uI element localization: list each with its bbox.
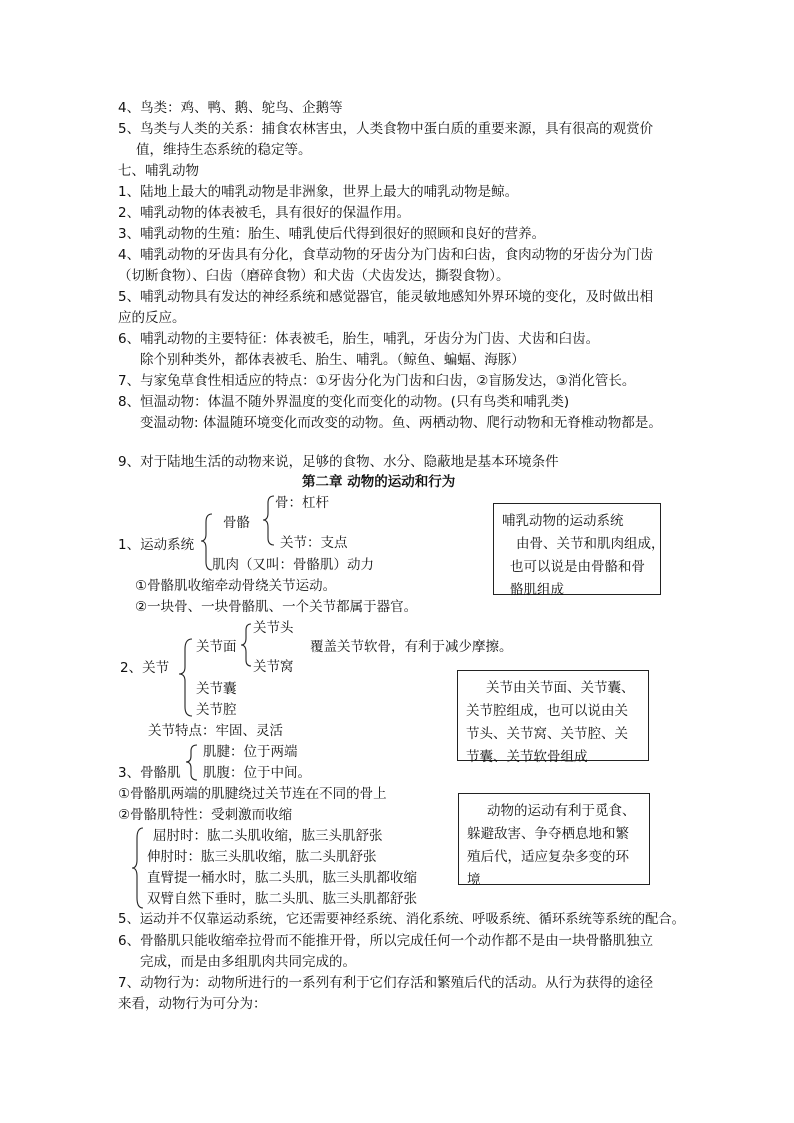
joint-surface: 关节面 [196, 639, 237, 655]
mammal-point-3: 3、哺乳动物的生殖：胎生、哺乳使后代得到很好的照顾和良好的营养。 [118, 226, 546, 242]
joint-cavity: 关节腔 [196, 702, 237, 718]
chapter-point-6-line1: 6、骨骼肌只能收缩牵拉骨而不能推开骨，所以完成任何一个动作都不是由一块骨骼肌独立 [118, 933, 654, 949]
box-line: 关节由关节面、关节囊、 [486, 680, 635, 696]
joint-fulcrum: 关节：支点 [280, 535, 348, 551]
muscle-brace [185, 743, 201, 783]
arms-hanging: 双臂自然下垂时，肱二头肌、肱三头肌都舒张 [147, 891, 417, 907]
motion-note-1: ①骨骼肌收缩牵动骨绕关节运动。 [135, 578, 337, 594]
bone-lever: 骨：杠杆 [275, 495, 329, 511]
muscle-label: 3、骨骼肌 [118, 765, 181, 781]
muscle-belly: 肌腹：位于中间。 [203, 765, 311, 781]
chapter-point-7-line1: 7、动物行为：动物所进行的一系列有利于它们存活和繁殖后代的活动。从行为获得的途径 [118, 975, 654, 991]
lift-bucket: 直臂提一桶水时，肱二头肌，肱三头肌都收缩 [147, 870, 417, 886]
joint-capsule: 关节囊 [196, 681, 237, 697]
muscle-note-1: ①骨骼肌两端的肌腱绕过关节连在不同的骨上 [118, 786, 387, 802]
box-line: 躲避敌害、争夺栖息地和繁 [467, 826, 629, 842]
box-line: 也可以说是由骨骼和骨 [510, 559, 645, 575]
joint-label: 2、关节 [120, 660, 170, 676]
mammal-point-6-line2: 除个别种类外，都体表被毛、胎生、哺乳。（鲸鱼、蝙蝠、海豚） [140, 352, 525, 368]
bird-human-relation-line2: 值，维持生态系统的稳定等。 [136, 142, 312, 158]
mammal-point-5-line1: 5、哺乳动物具有发达的神经系统和感觉器官，能灵敏地感知外界环境的变化，及时做出相 [118, 289, 654, 305]
box-line: 哺乳动物的运动系统 [502, 513, 624, 529]
arm-actions-brace [131, 826, 147, 910]
chapter-point-5: 5、运动并不仅靠运动系统，它还需要神经系统、消化系统、呼吸系统、循环系统等系统的配合。 [118, 912, 685, 927]
box-line: 关节腔组成，也可以说由关 [466, 703, 628, 719]
chapter-point-7-line2: 来看，动物行为可分为： [118, 996, 267, 1012]
bird-human-relation-line1: 5、鸟类与人类的关系：捕食农林害虫，人类食物中蛋白质的重要来源，具有很高的观赏价 [118, 121, 654, 137]
chapter-point-6-line2: 完成，而是由多组肌肉共同完成的。 [140, 954, 356, 970]
joint-feature: 关节特点：牢固、灵活 [148, 723, 283, 739]
chapter-title: 第二章 动物的运动和行为 [302, 474, 456, 490]
joint-brace [178, 637, 196, 719]
mammal-point-4-line2: （切断食物）、臼齿（磨碎食物）和犬齿（犬齿发达，撕裂食物）。 [118, 268, 510, 284]
mammal-point-8-line2: 变温动物: 体温随环境变化而改变的动物。鱼、两栖动物、爬行动物和无脊椎动物都是。 [140, 415, 662, 431]
box-line: 殖后代，适应复杂多变的环 [467, 849, 629, 865]
mammal-point-9: 9、对于陆地生活的动物来说，足够的食物、水分、隐蔽地是基本环境条件 [118, 454, 559, 470]
mammal-point-7: 7、与家兔草食性相适应的特点：①牙齿分化为门齿和臼齿，②盲肠发达，③消化管长。 [118, 373, 636, 389]
mammal-point-8-line1: 8、恒温动物：体温不随外界温度的变化而变化的动物。(只有鸟类和哺乳类) [118, 394, 570, 410]
box-line: 动物的运动有利于觅食、 [487, 803, 636, 819]
joint-socket: 关节窝 [253, 659, 294, 675]
muscle-note-2: ②骨骼肌特性：受刺激而收缩 [118, 807, 293, 823]
box-line: 由骨、关节和肌肉组成， [516, 536, 665, 552]
behavior-note-box [458, 793, 650, 888]
box-line: 境 [467, 872, 481, 888]
motion-note-2: ②一块骨、一块骨骼肌、一个关节都属于器官。 [135, 599, 418, 615]
mammal-point-1: 1、陆地上最大的哺乳动物是非洲象，世界上最大的哺乳动物是鲸。 [118, 184, 519, 200]
box-line: 节头、关节窝、关节腔、关 [466, 726, 628, 742]
box-line: 节囊、关节软骨组成 [466, 749, 588, 765]
muscle-tendon: 肌腱：位于两端 [203, 744, 298, 760]
mammal-point-2: 2、哺乳动物的体表被毛，具有很好的保温作用。 [118, 205, 411, 221]
mammal-point-4-line1: 4、哺乳动物的牙齿具有分化，食草动物的牙齿分为门齿和臼齿，食肉动物的牙齿分为门齿 [118, 247, 654, 263]
skeleton-label: 骨骼 [223, 515, 250, 531]
joint-note-box [457, 670, 649, 765]
joint-head: 关节头 [253, 620, 294, 636]
joint-surface-brace [240, 622, 254, 668]
bird-examples: 4、鸟类：鸡、鸭、鹅、鸵鸟、企鹅等 [118, 100, 343, 116]
flex-elbow: 屈肘时：肱二头肌收缩，肱三头肌舒张 [153, 828, 383, 844]
joint-cartilage-note: 覆盖关节软骨，有利于减少摩擦。 [310, 639, 513, 655]
mammal-point-5-line2: 应的反应。 [118, 310, 186, 326]
box-line: 骼肌组成 [510, 582, 564, 598]
muscle-power: 肌肉（又叫：骨骼肌）动力 [212, 557, 374, 573]
mammal-point-6-line1: 6、哺乳动物的主要特征：体表被毛，胎生，哺乳，牙齿分为门齿、犬齿和臼齿。 [118, 331, 600, 347]
extend-elbow: 伸肘时：肱三头肌收缩，肱二头肌舒张 [147, 849, 377, 865]
motion-system-label: 1、运动系统 [118, 537, 195, 553]
mammal-heading: 七、哺乳动物 [118, 163, 199, 179]
motion-system-note-box [493, 503, 665, 598]
